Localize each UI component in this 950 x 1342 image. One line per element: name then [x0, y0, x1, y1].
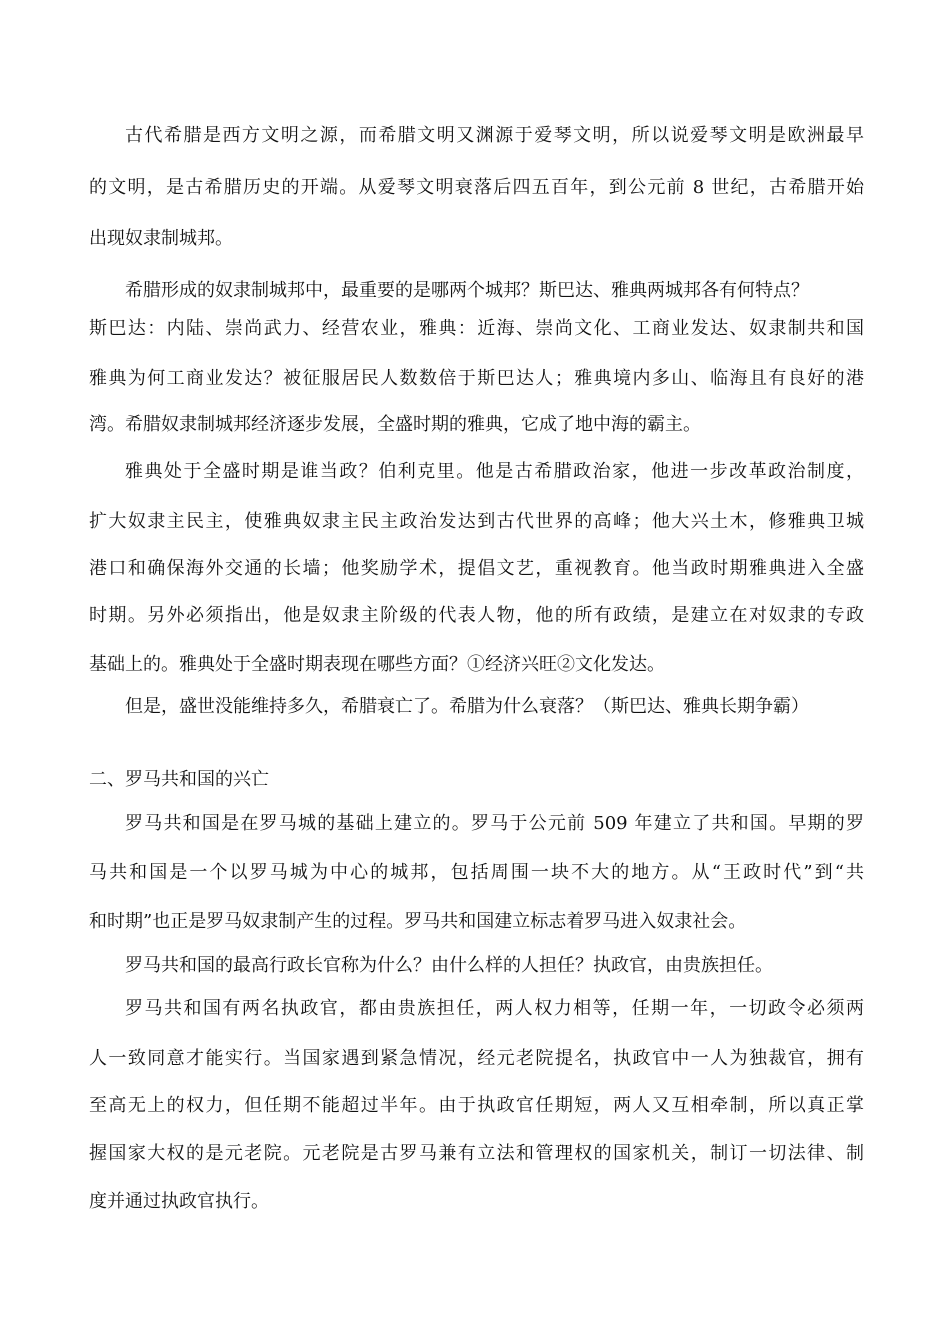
- text-line: 雅典处于全盛时期是谁当政？伯利克里。他是古希腊政治家，他进一步改革政治制度，: [125, 461, 864, 482]
- section-heading: 二、罗马共和国的兴亡: [89, 769, 269, 790]
- text-line: 希腊形成的奴隶制城邦中，最重要的是哪两个城邦？斯巴达、雅典两城邦各有何特点？: [125, 280, 809, 301]
- text-line: 人一致同意才能实行。当国家遇到紧急情况，经元老院提名，执政官中一人为独裁官，拥有: [89, 1048, 864, 1069]
- text-line: 至高无上的权力，但任期不能超过半年。由于执政官任期短，两人又互相牵制，所以真正掌: [89, 1095, 864, 1116]
- text-line: 古代希腊是西方文明之源，而希腊文明又渊源于爱琴文明，所以说爱琴文明是欧洲最早: [125, 125, 864, 146]
- text-line: 马共和国是一个以罗马城为中心的城邦，包括周围一块不大的地方。从“王政时代”到“共: [89, 862, 864, 883]
- text-line: 但是，盛世没能维持多久，希腊衰亡了。希腊为什么衰落？（斯巴达、雅典长期争霸）: [125, 696, 809, 717]
- text-line: 出现奴隶制城邦。: [89, 228, 233, 249]
- text-line: 雅典为何工商业发达？被征服居民人数数倍于斯巴达人；雅典境内多山、临海且有良好的港: [89, 368, 864, 389]
- text-line: 罗马共和国有两名执政官，都由贵族担任，两人权力相等，任期一年，一切政令必须两: [125, 998, 864, 1019]
- text-line: 港口和确保海外交通的长墙；他奖励学术，提倡文艺，重视教育。他当政时期雅典进入全盛: [89, 558, 864, 579]
- text-line: 基础上的。雅典处于全盛时期表现在哪些方面？①经济兴旺②文化发达。: [89, 654, 665, 675]
- text-line: 扩大奴隶主民主，使雅典奴隶主民主政治发达到古代世界的高峰；他大兴土木，修雅典卫城: [89, 511, 864, 532]
- text-line: 的文明，是古希腊历史的开端。从爱琴文明衰落后四五百年，到公元前 8 世纪，古希腊开始: [89, 177, 864, 198]
- text-line: 度并通过执政官执行。: [89, 1191, 269, 1212]
- text-line: 斯巴达：内陆、崇尚武力、经营农业，雅典：近海、崇尚文化、工商业发达、奴隶制共和国: [89, 318, 864, 339]
- text-line: 罗马共和国的最高行政长官称为什么？由什么样的人担任？执政官，由贵族担任。: [125, 955, 773, 976]
- text-line: 湾。希腊奴隶制城邦经济逐步发展，全盛时期的雅典，它成了地中海的霸主。: [89, 414, 701, 435]
- text-line: 握国家大权的是元老院。元老院是古罗马兼有立法和管理权的国家机关，制订一切法律、制: [89, 1143, 864, 1164]
- text-line: 时期。另外必须指出，他是奴隶主阶级的代表人物，他的所有政绩，是建立在对奴隶的专政: [89, 605, 864, 626]
- text-line: 和时期”也正是罗马奴隶制产生的过程。罗马共和国建立标志着罗马进入奴隶社会。: [89, 911, 747, 932]
- text-line: 罗马共和国是在罗马城的基础上建立的。罗马于公元前 509 年建立了共和国。早期的罗: [125, 813, 864, 834]
